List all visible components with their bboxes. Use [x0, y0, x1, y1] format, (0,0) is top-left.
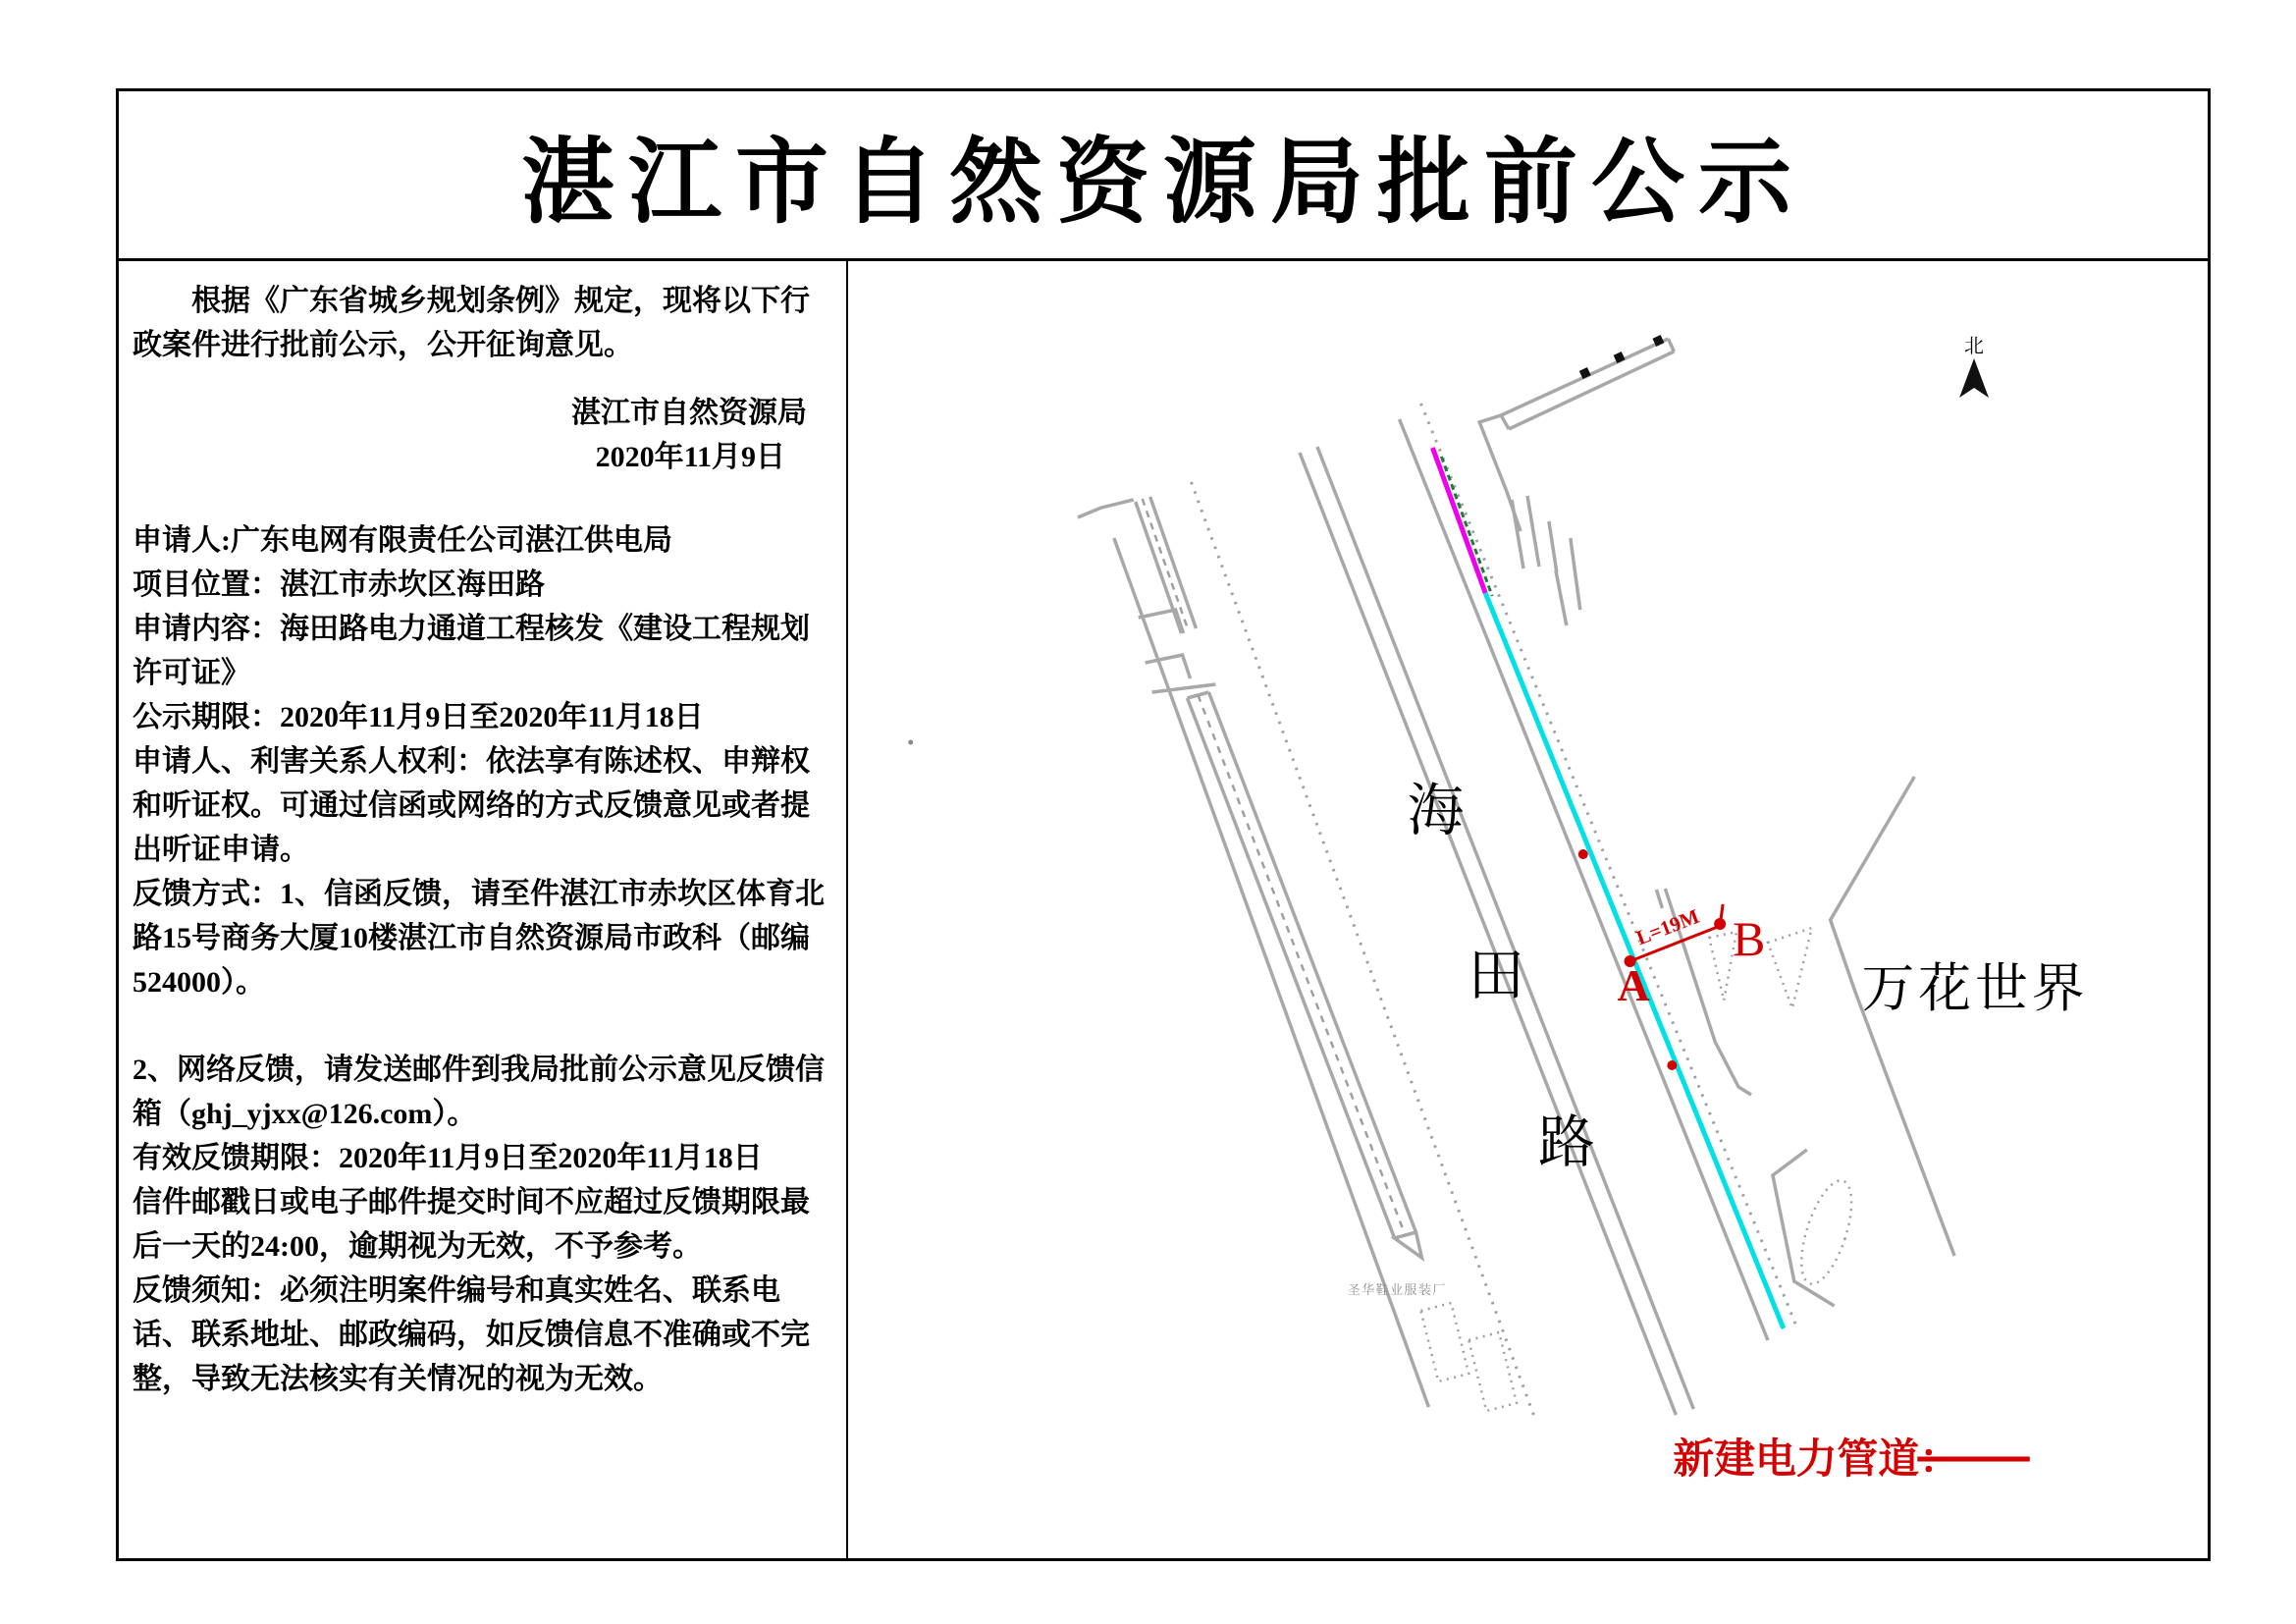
dimension-label: L=19M [1632, 903, 1703, 950]
point-b-marker [1714, 918, 1726, 930]
point-a-label: A [1617, 959, 1650, 1011]
signature-block [133, 391, 825, 479]
site-map-panel [848, 261, 2208, 1561]
deadline-note-line: 信件邮戳日或电子邮件提交时间不应超过反馈期限最后一天的24:00，逾期视为无效，不予参考。 [133, 1186, 810, 1263]
rights-line: 申请人、利害关系人权利：依法享有陈述权、申辩权和听证权。可通过信函或网络的方式反馈意见或者提出听证申请。 [133, 745, 810, 866]
application-block [133, 518, 825, 695]
site-map [848, 261, 2208, 1561]
applicant-line: 申请人:广东电网有限责任公司湛江供电局 [133, 524, 672, 557]
feedback-mail-line: 反馈方式：1、信函反馈，请至件湛江市赤坎区体育北路15号商务大厦10楼湛江市自然资源局市政科（邮编524000）。 [133, 878, 825, 999]
survey-annotation [1578, 849, 1766, 1070]
building-strip-edge [1188, 698, 1395, 1238]
parcel-line [1549, 521, 1557, 572]
road-lines [1078, 339, 1954, 1415]
dotted-area [1791, 1175, 1862, 1290]
parcel-line [1556, 570, 1567, 625]
north-arrow-icon [1959, 358, 1989, 398]
pipeline-green-dash [1441, 457, 1492, 596]
road-label-tian: 田 [1468, 943, 1525, 1008]
valid-period-line: 有效反馈期限：2020年11月9日至2020年11月18日 [133, 1142, 763, 1174]
road-line [1146, 655, 1191, 678]
pipeline-node [1578, 849, 1588, 859]
dotted-building [1420, 1303, 1468, 1381]
road-line [1078, 500, 1134, 517]
road-label-lu: 路 [1537, 1110, 1595, 1175]
bridge-cap [1668, 339, 1674, 352]
bridge-edge [1509, 352, 1674, 429]
feedback-net-block [133, 1048, 825, 1401]
building-strip-end [1395, 1232, 1422, 1258]
area-label: 万花世界 [1861, 958, 2089, 1019]
map-speck [908, 740, 913, 745]
signature-org: 湛江市自然资源局 [571, 397, 807, 429]
pipeline-group [1432, 448, 1783, 1328]
point-b-label: B [1733, 911, 1766, 967]
area-boundary [1773, 1150, 1835, 1306]
feedback-net-line: 2、网络反馈，请发送邮件到我局批前公示意见反馈信箱（ghj_yjxx@126.com）。 [133, 1054, 825, 1130]
north-arrow [1959, 336, 1989, 398]
road-line [1152, 684, 1216, 692]
road-line [1114, 538, 1429, 1407]
parcel-line [1512, 500, 1523, 568]
building-strip-edge [1208, 692, 1415, 1232]
legend-label: 新建电力管道： [1673, 1436, 1960, 1484]
north-label: 北 [1964, 335, 1984, 358]
notice-intro: 根据《广东省城乡规划条例》规定，现将以下行政案件进行批前公示，公开征询意见。 [133, 285, 810, 361]
dotted-building [1468, 1332, 1517, 1411]
notes-line: 反馈须知：必须注明案件编号和真实姓名、联系电话、联系地址、邮政编码，如反馈信息不准确或不完整，导致无法核实有关情况的视为无效。 [133, 1274, 810, 1395]
parcel-line [1527, 496, 1539, 567]
dashed-line [1198, 695, 1405, 1235]
content-area [119, 261, 2208, 1561]
title-bar [119, 91, 2208, 261]
page-title: 湛江市自然资源局批前公示 [520, 131, 1805, 235]
period-line: 公示期限：2020年11月9日至2020年11月18日 [133, 701, 704, 733]
factory-label: 圣华鞋业服装厂 [1347, 1281, 1447, 1298]
parcel-line [1571, 538, 1580, 610]
notice-document-frame [116, 88, 2211, 1561]
notice-text-panel [119, 261, 848, 1561]
map-legend [1673, 1436, 2029, 1483]
signature-date: 2020年11月9日 [595, 441, 785, 473]
location-line: 项目位置：湛江市赤坎区海田路 [133, 568, 545, 601]
bridge-cap [1501, 415, 1509, 429]
road-label-hai: 海 [1407, 778, 1465, 843]
dotted-parcel [1768, 928, 1812, 1008]
pipeline-node [1667, 1060, 1677, 1070]
request-line: 申请内容：海田路电力通道工程核发《建设工程规划许可证》 [133, 613, 810, 689]
notice-text [119, 261, 846, 1401]
parcel-line [1656, 890, 1662, 908]
